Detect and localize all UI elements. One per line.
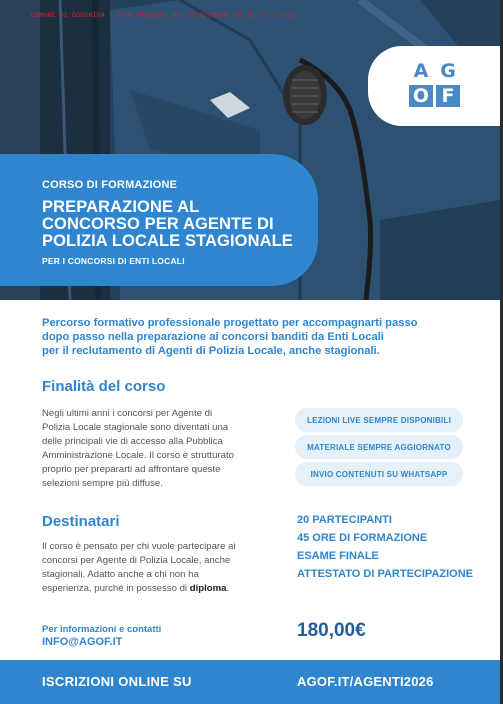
finalita-line: selezioni sempre più diffuse. xyxy=(42,478,163,489)
agof-logo-card xyxy=(368,46,500,126)
finalita-line: Polizia Locale stagionale sono diventati una xyxy=(42,422,229,433)
intro-line: Percorso formativo professionale progettato per accompagnarti passo xyxy=(42,317,418,329)
destinatari-line: stagionali. Adatto anche a chi non ha xyxy=(42,569,199,580)
finalita-line: Amministrazione Locale. Il corso è strutturato xyxy=(42,450,234,461)
logo-letter-a: A xyxy=(409,60,433,82)
course-kicker: CORSO DI FORMAZIONE xyxy=(42,179,178,191)
fact-certificate: ATTESTATO DI PARTECIPAZIONE xyxy=(297,568,473,580)
logo-letter-o: O xyxy=(409,85,433,107)
destinatari-line: concorsi per Agente di Polizia Locale, anche xyxy=(42,555,231,566)
course-facts xyxy=(297,513,477,585)
destinatari-line: Il corso è pensato per chi vuole partecipare ai xyxy=(42,541,236,552)
course-title-line: CONCORSO PER AGENTE DI xyxy=(42,215,274,233)
course-title-line: PREPARAZIONE AL xyxy=(42,198,200,216)
fact-participants: 20 PARTECIPANTI xyxy=(297,514,392,526)
destinatari-heading: Destinatari xyxy=(42,513,120,530)
finalita-line: Negli ultimi anni i concorsi per Agente di xyxy=(42,408,213,419)
fact-hours: 45 ORE DI FORMAZIONE xyxy=(297,532,428,544)
signup-label: ISCRIZIONI ONLINE SU xyxy=(42,674,192,689)
fact-exam: ESAME FINALE xyxy=(297,550,379,562)
agof-logo xyxy=(409,60,461,107)
contact-email[interactable]: INFO@AGOF.IT xyxy=(42,636,123,648)
logo-letter-g: G xyxy=(436,60,460,82)
intro-paragraph xyxy=(42,316,462,358)
course-title-line: POLIZIA LOCALE STAGIONALE xyxy=(42,232,293,250)
destinatari-line-text: esperienza, purché in possesso di xyxy=(42,583,190,594)
course-title xyxy=(42,199,312,250)
finalita-body xyxy=(42,407,282,491)
contact-label: Per informazioni e contatti xyxy=(42,624,162,635)
finalita-heading: Finalità del corso xyxy=(42,378,166,395)
finalita-line: delle principali vie di accesso alla Pubblica xyxy=(42,436,223,447)
course-subtitle: PER I CONCORSI DI ENTI LOCALI xyxy=(42,256,185,266)
intro-line: per il reclutamento di Agenti di Polizia Locale, anche stagionali. xyxy=(42,345,380,357)
intro-line: dopo passo nella preparazione ai concorsi banditi da Enti Locali xyxy=(42,331,384,343)
diploma-emphasis: diploma xyxy=(189,583,227,594)
logo-letter-f: F xyxy=(436,85,460,107)
destinatari-line-tail: . xyxy=(226,583,230,594)
destinatari-line xyxy=(42,582,282,596)
feature-pill-live: LEZIONI LIVE SEMPRE DISPONIBILI xyxy=(295,408,463,432)
signup-footer xyxy=(0,660,500,704)
protocol-stamp: COMUNE DI BORGHIDA - Prot 0001671 del 27/02/2026 Tit IV Cl 1 Fasc xyxy=(31,12,298,19)
title-banner xyxy=(0,154,318,286)
signup-url[interactable]: AGOF.IT/AGENTI2026 xyxy=(297,674,434,689)
destinatari-body xyxy=(42,540,282,596)
feature-pill-materiale: MATERIALE SEMPRE AGGIORNATO xyxy=(295,435,463,459)
course-price: 180,00€ xyxy=(297,620,366,641)
feature-pill-whatsapp: INVIO CONTENUTI SU WHATSAPP xyxy=(295,462,463,486)
finalita-line: proprio per prepararti ad affrontare queste xyxy=(42,464,221,475)
